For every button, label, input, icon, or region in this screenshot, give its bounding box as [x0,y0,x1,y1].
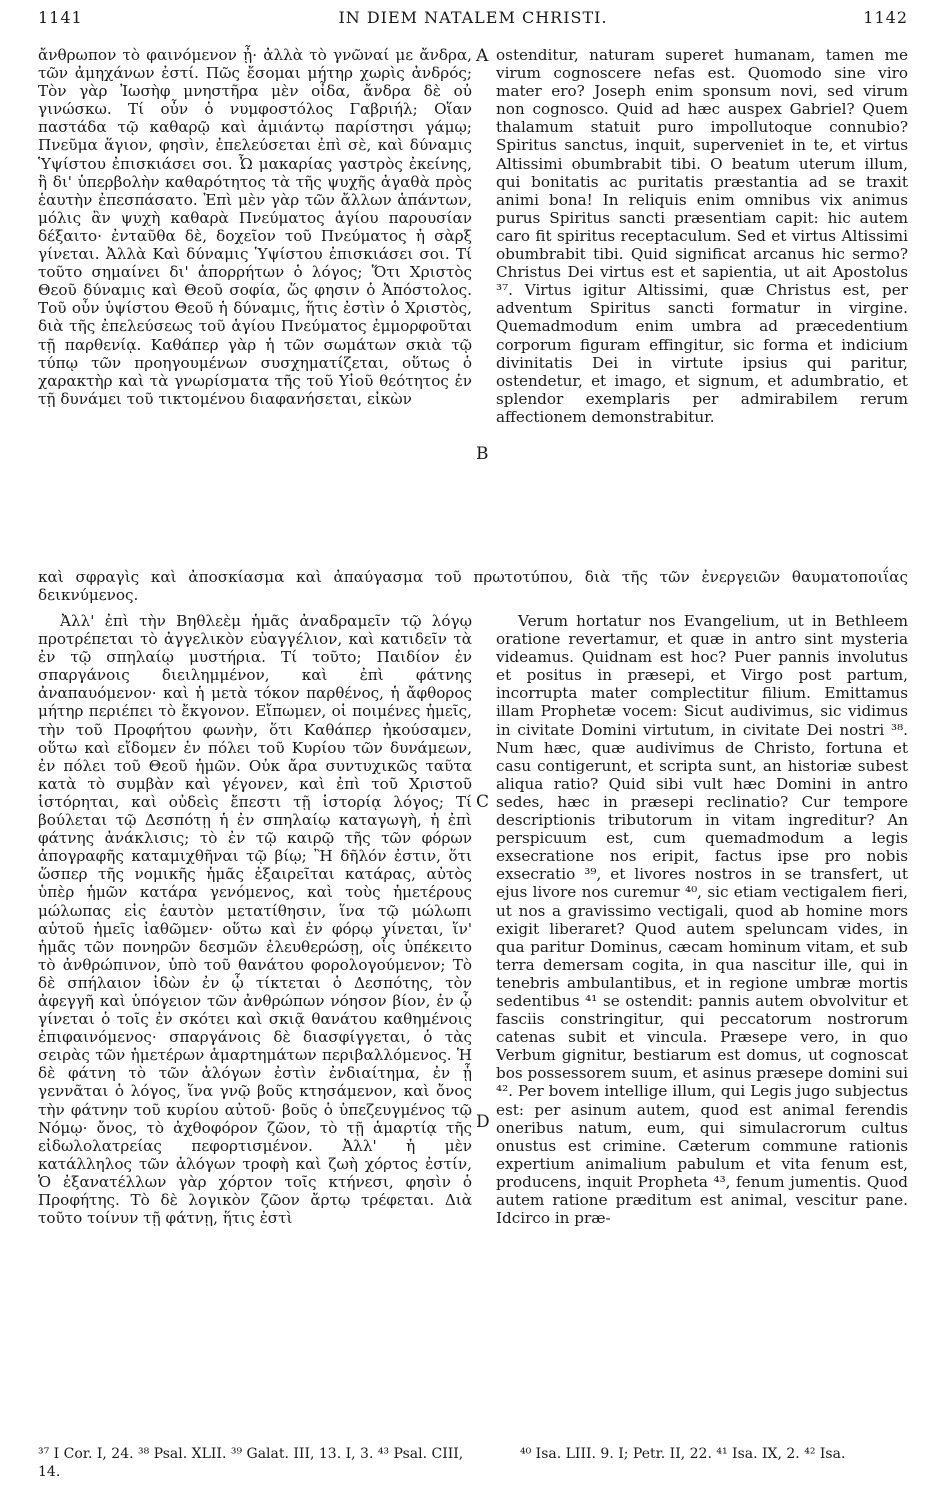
running-header [38,8,908,42]
greek-column-top [38,46,472,408]
greek-paragraph-1: ἄνθρωπον τὸ φαινόμενον ᾖ· ἀλλὰ τὸ γνῶναί με ἄνδρα, τῶν ἀμηχάνων ἐστί. Πῶς ἔσομαι μήτηρ χωρὶς ἀνδρός; Τὸν γὰρ Ἰωσὴφ μνηστῆρα μὲν οἶδα, ἄνδρα δὲ οὐ γινώσκω. Τί οὖν ὁ νυμφοστόλος Γαβριήλ; Οἵαν παστάδα τῷ καθαρῷ καὶ ἀμιάντῳ παρίστησι γάμῳ; Πνεῦμα ἅγιον, φησὶν, ἐπελεύσεται ἐπὶ σὲ, καὶ δύναμις Ὑψίστου ἐπισκιάσει σοι. Ὦ μακαρίας γαστρὸς ἐκείνης, ἣ δι' ὑπερβολὴν καθαρότητος τὰ τῆς ψυχῆς ἀγαθὰ πρὸς ἑαυτὴν ἐπεσπάσατο. Ἐπὶ μὲν γὰρ τῶν ἄλλων ἁπάντων, μόλις ἂν ψυχὴ καθαρὰ Πνεύματος ἁγίου παρουσίαν δέξαιτο· ἐνταῦθα δὲ, δοχεῖον τοῦ Πνεύματος ἡ σὰρξ γίνεται. Ἀλλὰ Καὶ δύναμις Ὑψίστου ἐπισκιάσει σοι. Τί τοῦτο σημαίνει δι' ἀπορρήτων ὁ λόγος; Ὅτι Χριστὸς Θεοῦ δύναμις καὶ Θεοῦ σοφία, ὥς φησιν ὁ Ἀπόστολος. Τοῦ οὖν ὑψίστου Θεοῦ ἡ δύναμις, ἥτις ἐστὶν ὁ Χριστὸς, διὰ τῆς ἐπελεύσεως τοῦ ἁγίου Πνεύματος ἐμμορφοῦται τῇ παρθενίᾳ. Καθάπερ γὰρ ἡ τῶν σωμάτων σκιὰ τῷ τύπῳ τῶν προηγουμένων συσχηματίζεται, οὕτως ὁ χαρακτὴρ καὶ τὰ γνωρίσματα τῆς τοῦ Υἱοῦ θεότητος ἐν τῇ δυνάμει τοῦ τικτομένου διαφανήσεται, εἰκὼν [38,46,472,408]
running-title: IN DIEM NATALEM CHRISTI. [338,8,608,27]
greek-spanning-line: καὶ σφραγὶς καὶ ἀποσκίασμα καὶ ἀπαύγασμα τοῦ πρωτοτύπου, διὰ τῆς τῶν ἐνεργειῶν θαυματοποιΐας δεικνύμενος. [38,568,908,605]
section-marker-a: A [476,46,489,66]
page-number-left: 1141 [38,8,83,27]
footnotes-left: ³⁷ I Cor. I, 24. ³⁸ Psal. XLII. ³⁹ Galat. III, 13. I, 3. ⁴³ Psal. CIII, 14. [38,1446,464,1480]
section-marker-b: B [476,444,489,464]
greek-paragraph-2: Ἀλλ' ἐπὶ τὴν Βηθλεὲμ ἡμᾶς ἀναδραμεῖν τῷ λόγῳ προτρέπεται τὸ ἀγγελικὸν εὐαγγέλιον, καὶ κατιδεῖν τὰ ἐν τῷ σπηλαίῳ μυστήρια. Τί τοῦτο; Παιδίον ἐν σπαργάνοις διειλημμένον, καὶ ἐπὶ φάτνης ἀναπαυόμενον· καὶ ἡ μετὰ τόκον παρθένος, ἡ ἄφθορος μήτηρ περιέπει τὸ ἔκγονον. Εἴπωμεν, οἱ ποιμένες ἡμεῖς, τὴν τοῦ Προφήτου φωνὴν, ὅτι Καθάπερ ἠκούσαμεν, οὕτω καὶ εἴδομεν ἐν πόλει τοῦ Κυρίου τῶν δυνάμεων, ἐν πόλει τοῦ Θεοῦ ἡμῶν. Οὐκ ἄρα συντυχικῶς ταῦτα κατὰ τὸ συμβὰν καὶ γέγονεν, καὶ ἐπὶ τοῦ Χριστοῦ ἱστόρηται, καὶ οὐδεὶς ἔπεστι τῇ ἱστορίᾳ λόγος; Τί βούλεται τῷ Δεσπότῃ ἡ ἐν σπηλαίῳ καταγωγὴ, ἡ ἐπὶ φάτνης ἀνάκλισις; τὸ ἐν τῷ καιρῷ τῆς τῶν φόρων ἀπογραφῆς καταμιχθῆναι τῷ βίῳ; Ἢ δῆλόν ἐστιν, ὅτι ὥσπερ τῆς νομικῆς ἡμᾶς ἐξαιρεῖται κατάρας, αὐτὸς ὑπὲρ ἡμῶν κατάρα γενόμενος, καὶ τοὺς ἡμετέρους μώλωπας εἰς ἑαυτὸν μετατίθησιν, ἵνα τῷ μώλωπι αὐτοῦ ἡμεῖς ἰαθῶμεν· οὕτω καὶ ἐν φόρῳ γίνεται, ἵν' ἡμᾶς τῶν πονηρῶν δεσμῶν ἐλευθερώσῃ, οἷς ὑπέκειτο τὸ ἀνθρώπινον, ὑπὸ τοῦ θανάτου φορολογούμενον; Τὸ δὲ σπήλαιον ἰδὼν ἐν ᾧ τίκτεται ὁ Δεσπότης, τὸν ἀφεγγῆ καὶ ὑπόγειον τῶν ἀνθρώπων νόησον βίον, ἐν ᾧ γίνεται ὁ τοῖς ἐν σκότει καὶ σκιᾷ θανάτου καθημένοις ἐπιφαινόμενος· σπαργάνοις δὲ διασφίγγεται, ὁ τὰς σειρὰς τῶν ἡμετέρων ἁμαρτημάτων περιβαλλόμενος. Ἡ δὲ φάτνη τὸ τῶν ἀλόγων ἐστὶν ἐνδιαίτημα, ἐν ᾗ γεννᾶται ὁ λόγος, ἵνα γνῷ βοῦς κτησάμενον, καὶ ὄνος τὴν φάτνην τοῦ κυρίου αὐτοῦ· βοῦς ὁ ὑπεζευγμένος τῷ Νόμῳ· ὄνος, τὸ ἀχθοφόρον ζῶον, τὸ τῇ ἁμαρτίᾳ τῆς εἰδωλολατρείας πεφορτισμένον. Ἀλλ' ἡ μὲν κατάλληλος τῶν ἀλόγων τροφὴ καὶ ζωὴ χόρτος ἐστίν, Ὁ ἐξανατέλλων γὰρ χόρτον τοῖς κτήνεσι, φησὶν ὁ Προφήτης. Τὸ δὲ λογικὸν ζῶον ἄρτῳ τρέφεται. Διὰ τοῦτο τοίνυν τῇ φάτνῃ, ἥτις ἐστὶ [38,612,472,1228]
latin-column-top [496,46,908,426]
greek-column-bottom [38,612,472,1227]
latin-column-bottom [496,612,908,1227]
section-marker-c: C [476,792,490,812]
latin-paragraph-1: ostenditur, naturam superet humanam, tamen me virum cognoscere nefas est. Quomodo sine viro mater ero? Joseph enim sponsum novi, sed virum non cognosco. Quid ad hæc auspex Gabriel? Quem thalamum statuit puro impollutoque connubio? Spiritus sanctus, inquit, superveniet in te, et virtus Altissimi obumbrabit tibi. O beatum uterum illum, qui bonitatis ac puritatis præstantia ad se traxit animi bona! In reliquis enim omnibus vix animus purus Spiritus sancti præsentiam capit: hic autem caro fit spiritus receptaculum. Sed et virtus Altissimi obumbrabit tibi. Quid significat arcanus hic sermo? Christus Dei virtus est et sapientia, ut ait Apostolus ³⁷. Virtus igitur Altissimi, quæ Christus est, per adventum Spiritus sancti formatur in virgine. Quemadmodum enim umbra ad præcedentium corporum figuram effingitur, sic forma et indicium divinitatis Dei in virtute ipsius qui paritur, ostendetur, et imago, et signum, et adumbratio, et splendor exemplaris per admirabilem rerum affectionem demonstrabitur. [496,46,908,426]
footnotes-right: ⁴⁰ Isa. LIII. 9. I; Petr. II, 22. ⁴¹ Isa. IX, 2. ⁴² Isa. [520,1446,846,1462]
section-marker-d: D [476,1112,490,1132]
page-number-right: 1142 [863,8,908,27]
latin-paragraph-2: Verum hortatur nos Evangelium, ut in Bethleem oratione revertamur, et quæ in antro sint mysteria videamus. Quidnam est hoc? Puer pannis involutus et positus in præsepi, et Virgo post partum, incorrupta mater complectitur filium. Emittamus illam Prophetæ vocem: Sicut audivimus, sic vidimus in civitate Domini virtutum, in civitate Dei nostri ³⁸. Num hæc, quæ audivimus de Christo, fortuna et casu contigerunt, et scripta sunt, an historiæ subest aliqua ratio? Quid sibi vult hæc Domini in antro sedes, hæc in præsepi reclinatio? Cur tempore descriptionis tributorum in vitam ingreditur? An perspicuum est, cum quemadmodum a legis exsecratione nos eripit, factus ipse pro nobis exsecratio ³⁹, et livores nostros in se transfert, ut ejus livore nos curemur ⁴⁰, sic etiam vectigalem fieri, ut nos a gravissimo vectigali, quod ab homine mors exigit liberaret? Quod autem speluncam vides, in qua paritur Dominus, cæcam hominum vitam, et sub terra demersam cogita, in qua nascitur ille, qui in tenebris ambulantibus, et in regione umbræ mortis sedentibus ⁴¹ se ostendit: pannis autem obvolvitur et fasciis constringitur, qui peccatorum nostrorum catenas subit et vincula. Præsepe vero, in quo Verbum gignitur, bestiarum est domus, ut cognoscat bos possessorem suum, et asinus præsepe domini sui ⁴². Per bovem intellige illum, qui Legis jugo subjectus est: per asinum autem, quod est animal ferendis oneribus natum, eum, qui simulacrorum cultus onustus est crimine. Cæterum commune rationis expertium animalium pabulum et vita fenum est, producens, inquit Propheta ⁴³, fenum jumentis. Quod autem ratione præditum est animal, vescitur pane. Idcirco in præ- [496,612,908,1228]
